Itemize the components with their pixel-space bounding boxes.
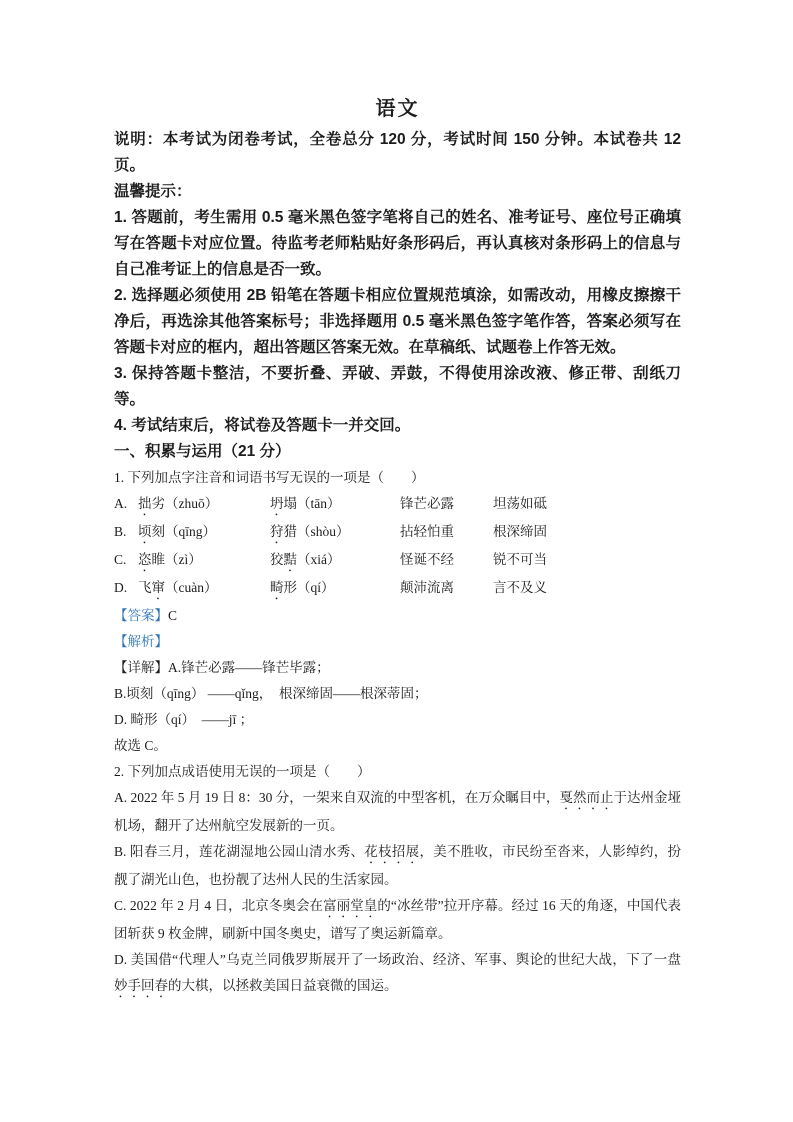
answer-value: C <box>168 608 178 623</box>
question-2-option-a: A. 2022 年 5 月 19 日 8：30 分，一架来自双流的中型客机，在万众瞩目中，戛然而止于达州金垭机场，翻开了达州航空发展新的一页。 <box>114 790 682 833</box>
option-word-pinyin: 狩猎（shòu） <box>270 524 350 539</box>
instruction-item-2: 2. 选择题必须使用 2B 铅笔在答题卡相应位置规范填涂，如需改动，用橡皮擦擦干净后，再选涂其他答案标号；非选择题用 0.5 毫米黑色签字笔作答，答案必须写在答题卡对应的框内，超出答题区答案无效。在草稿纸、试题卷上作答无效。 <box>114 287 681 356</box>
option-word: 颠沛流离 <box>400 580 454 595</box>
tips-heading: 温馨提示： <box>114 183 192 200</box>
question-1-option-a <box>114 491 681 519</box>
option-word: 坦荡如砥 <box>493 496 547 511</box>
option-word-pinyin: 坍塌（tān） <box>270 496 341 511</box>
option-word: 拈轻怕重 <box>400 524 454 539</box>
option-label: B. <box>114 524 127 539</box>
question-2-option-d: D. 美国借“代理人”乌克兰同俄罗斯展开了一场政治、经济、军事、舆论的世纪大战，下了一盘妙手回春的大棋，以拯救美国日益衰微的国运。 <box>114 952 681 993</box>
option-label: C. <box>114 552 127 567</box>
instruction-item-3: 3. 保持答题卡整洁，不要折叠、弄破、弄鼓，不得使用涂改液、修正带、刮纸刀等。 <box>114 365 681 408</box>
option-word: 锐不可当 <box>493 552 547 567</box>
question-1-stem: 1. 下列加点字注音和词语书写无误的一项是（ ） <box>114 470 425 485</box>
option-word-pinyin: 顷刻（qīng） <box>138 524 217 539</box>
exam-instructions <box>114 127 681 439</box>
exam-description: 说明：本考试为闭卷考试，全卷总分 120 分，考试时间 150 分钟。本试卷共 12页。 <box>114 131 681 174</box>
detail-line: D. 畸形（qí） ——jī ； <box>114 712 254 727</box>
option-word-pinyin: 恣睢（zì） <box>138 552 202 567</box>
detail-line: 【详解】A.锋芒必露——锋芒毕露； <box>114 660 330 675</box>
instruction-item-1: 1. 答题前，考生需用 0.5 毫米黑色签字笔将自己的姓名、准考证号、座位号正确填写在答题卡对应位置。待监考老师粘贴好条形码后，再认真核对条形码上的信息与自己准考证上的信息是否一致。 <box>114 209 681 278</box>
instruction-item-4: 4. 考试结束后，将试卷及答题卡一并交回。 <box>114 417 411 434</box>
option-word: 怪诞不经 <box>400 552 454 567</box>
option-word-pinyin: 畸形（qí） <box>270 580 335 595</box>
option-word: 锋芒必露 <box>400 496 454 511</box>
option-word-pinyin: 飞窜（cuàn） <box>138 580 218 595</box>
answer-label: 【答案】 <box>114 608 168 623</box>
question-2-stem: 2. 下列加点成语使用无误的一项是（ ） <box>114 764 371 779</box>
question-2-option-b: B. 阳春三月，莲花湖湿地公园山清水秀、花枝招展，美不胜收，市民纷至沓来，人影绰约，扮靓了湖光山色，也扮靓了达州人民的生活家园。 <box>114 844 681 887</box>
page-content <box>114 97 681 1001</box>
detail-line: B.顷刻（qīng） ——qǐng， 根深缔固——根深蒂固； <box>114 686 428 701</box>
question-1-option-d <box>114 575 681 603</box>
question-1-option-c <box>114 547 681 575</box>
option-word: 言不及义 <box>493 580 547 595</box>
option-label: D. <box>114 580 128 595</box>
option-word-pinyin: 拙劣（zhuō） <box>138 496 219 511</box>
question-1-option-b <box>114 519 681 547</box>
question-1 <box>114 465 681 759</box>
answer-line <box>114 603 681 629</box>
page-title: 语文 <box>375 98 420 120</box>
question-1-options <box>114 491 681 603</box>
question-2-option-c: C. 2022 年 2 月 4 日，北京冬奥会在富丽堂皇的“冰丝带”拉开序幕。经过 16 天的角逐，中国代表团斩获 9 枚金牌，刷新中国冬奥史，谱写了奥运新篇章。 <box>114 898 681 941</box>
option-word-pinyin: 狡黠（xiá） <box>270 552 341 567</box>
section-1-heading: 一、积累与运用（21 分） <box>114 443 291 460</box>
option-word: 根深缔固 <box>493 524 547 539</box>
question-2 <box>114 759 681 1001</box>
analysis-label: 【解析】 <box>114 634 168 649</box>
option-label: A. <box>114 496 128 511</box>
detail-line: 故选 C。 <box>114 738 167 753</box>
